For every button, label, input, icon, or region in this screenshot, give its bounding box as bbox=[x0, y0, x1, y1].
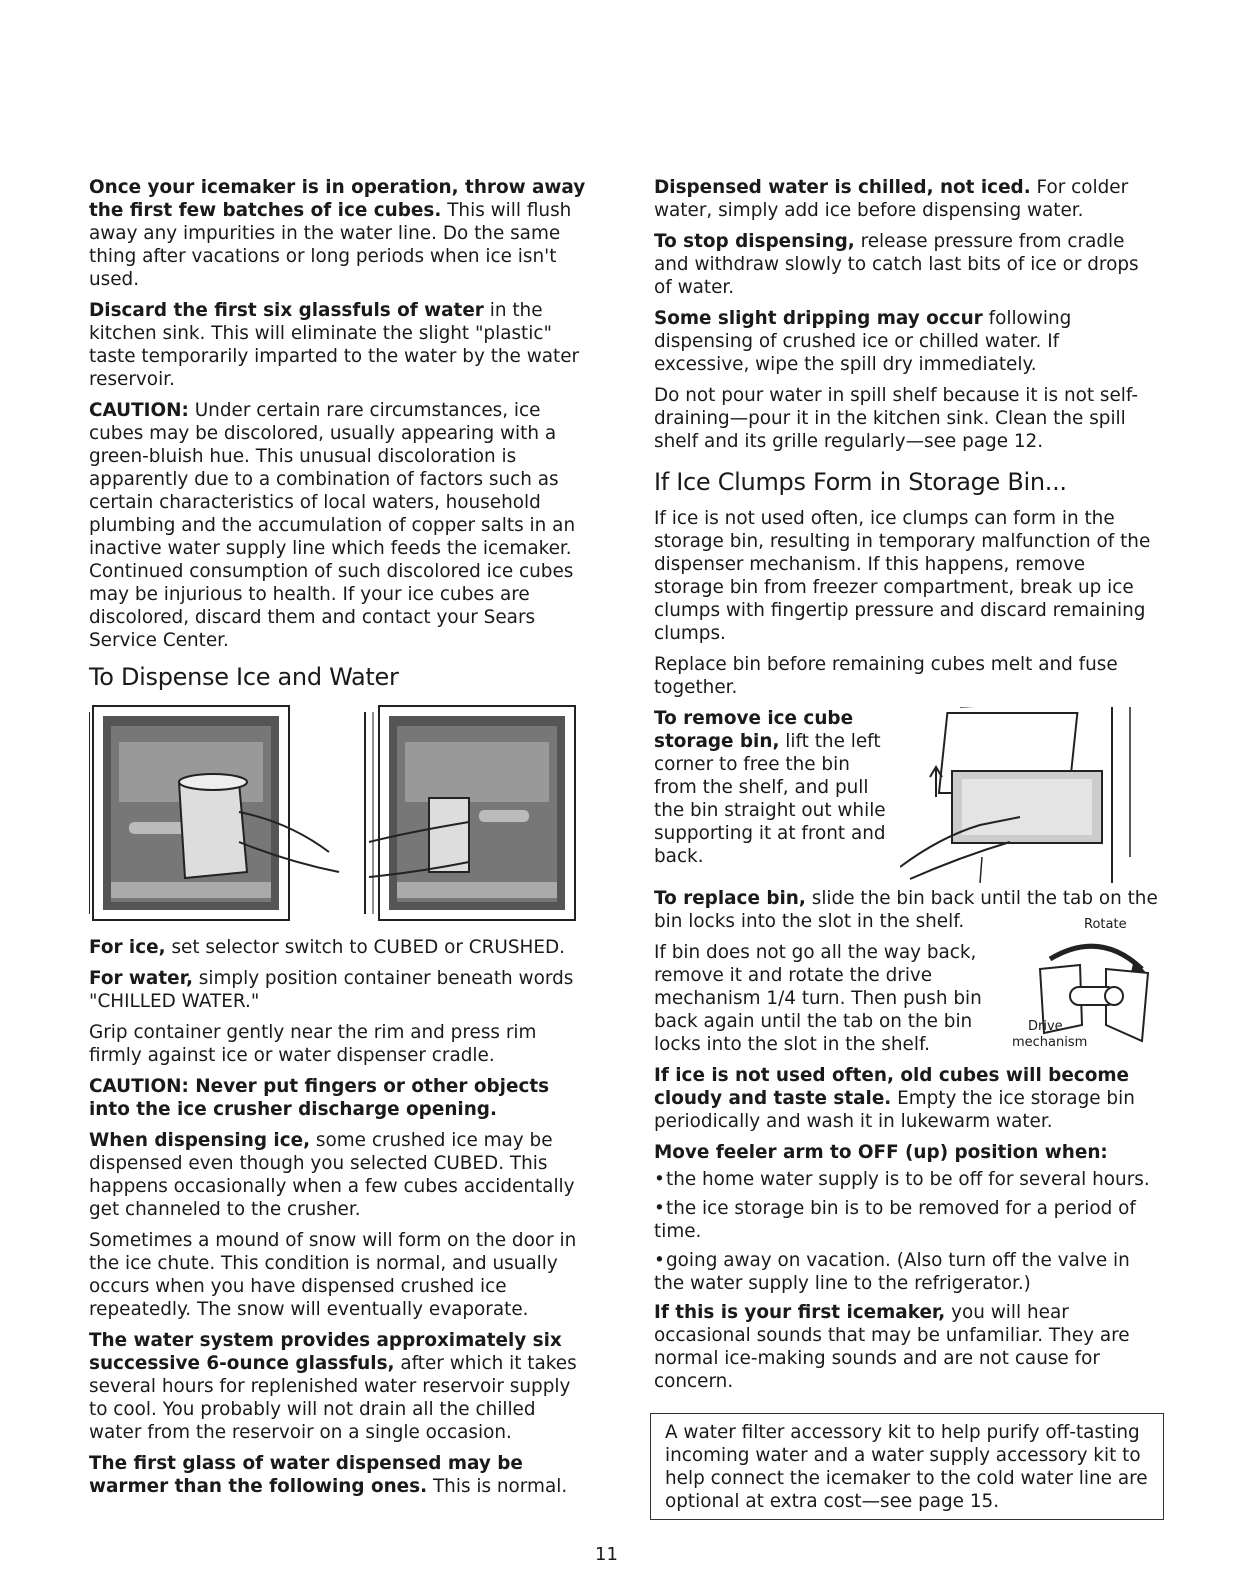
paragraph-for-water: For water, simply position container beneath words "CHILLED WATER." bbox=[89, 968, 574, 1012]
bullet-item: •going away on vacation. (Also turn off the valve in the water supply line to the refrigerator.) bbox=[654, 1250, 1130, 1294]
accessory-note-box bbox=[650, 1413, 1164, 1520]
paragraph-clumps: If ice is not used often, ice clumps can form in the storage bin, resulting in temporary malfunction of the dispenser mechanism. If this happens, remove storage bin from freezer compartment, break up ice clumps with fingertip pressure and discard remaining clumps. bbox=[654, 508, 1151, 644]
paragraph-discard-water: Discard the first six glassfuls of water in the kitchen sink. This will eliminate the slight "plastic" taste temporarily imparted to the water by the water reservoir. bbox=[89, 300, 580, 390]
paragraph-dispensing-ice: When dispensing ice, some crushed ice may be dispensed even though you selected CUBED. This happens occasionally when a few cubes accidentally get channeled to the crusher. bbox=[89, 1130, 575, 1220]
paragraph-snow: Sometimes a mound of snow will form on the door in the ice chute. This condition is normal, and usually occurs when you have dispensed crushed ice repeatedly. The snow will eventually evaporate. bbox=[89, 1230, 577, 1320]
mechanism-label: mechanism bbox=[1012, 1035, 1088, 1050]
heading-ice-clumps: If Ice Clumps Form in Storage Bin... bbox=[654, 468, 1067, 496]
left-column bbox=[89, 176, 589, 1506]
paragraph-feeler-arm: Move feeler arm to OFF (up) position when: bbox=[654, 1142, 1108, 1163]
paragraph-spill-shelf: Do not pour water in spill shelf because it is not self-draining—pour it in the kitchen sink. Clean the spill shelf and its grille regularly—see page 12. bbox=[654, 385, 1139, 452]
page-number: 11 bbox=[595, 1544, 618, 1565]
bullet-item: •the ice storage bin is to be removed for a period of time. bbox=[654, 1198, 1136, 1242]
paragraph-first-icemaker: If this is your first icemaker, you will hear occasional sounds that may be unfamiliar. They are normal ice-making sounds and are not cause for concern. bbox=[654, 1302, 1130, 1392]
paragraph-for-ice: For ice, set selector switch to CUBED or CRUSHED. bbox=[89, 937, 565, 958]
bin-removal-illustration bbox=[900, 707, 1160, 887]
paragraph-stop-dispensing: To stop dispensing, release pressure from cradle and withdraw slowly to catch last bits of ice or drops of water. bbox=[654, 231, 1139, 298]
paragraph-first-glass: The first glass of water dispensed may be warmer than the following ones. This is normal. bbox=[89, 1453, 568, 1497]
accessory-note-text: A water filter accessory kit to help purify off-tasting incoming water and a water supply accessory kit to help connect the icemaker to the cold water line are optional at extra cost—see page 15. bbox=[665, 1422, 1148, 1512]
bullet-item: •the home water supply is to be off for several hours. bbox=[654, 1169, 1150, 1190]
paragraph-rotate-drive: If bin does not go all the way back, remove it and rotate the drive mechanism 1/4 turn. Then push bin back again until the tab on the bin locks into the slot in the shelf. bbox=[654, 942, 982, 1055]
paragraph-caution-fingers: CAUTION: Never put fingers or other objects into the ice crusher discharge opening. bbox=[89, 1076, 550, 1120]
drive-mechanism-illustration bbox=[1010, 915, 1160, 1055]
heading-dispense: To Dispense Ice and Water bbox=[89, 663, 399, 691]
paragraph-flush-ice: Once your icemaker is in operation, throw away the first few batches of ice cubes. This will flush away any impurities in the water line. Do the same thing after vacations or long periods when ice isn't used. bbox=[89, 177, 586, 290]
dispenser-illustration bbox=[89, 702, 589, 924]
paragraph-caution-discolor: CAUTION: Under certain rare circumstances, ice cubes may be discolored, usually appearing with a green-bluish hue. This unusual discoloration is apparently due to a combination of factors such as certain characteristics of local waters, household plumbing and the accumulation of copper salts in an inactive water supply line which feeds the icemaker. Continued consumption of such discolored ice cubes may be injurious to health. If your ice cubes are discolored, discard them and contact your Sears Service Center. bbox=[89, 400, 576, 651]
paragraph-water-system: The water system provides approximately six successive 6-ounce glassfuls, after which it takes several hours for replenished water reservoir supply to cool. You probably will not drain all the chilled water from the reservoir on a single occasion. bbox=[89, 1330, 577, 1443]
paragraph-remove-bin: To remove ice cube storage bin, lift the left corner to free the bin from the shelf, and pull the bin straight out while supporting it at front and back. bbox=[654, 708, 886, 867]
paragraph-grip-container: Grip container gently near the rim and press rim firmly against ice or water dispenser cradle. bbox=[89, 1022, 537, 1066]
paragraph-cloudy-cubes: If ice is not used often, old cubes will become cloudy and taste stale. Empty the ice storage bin periodically and wash it in lukewarm water. bbox=[654, 1065, 1135, 1132]
drive-label: Drive bbox=[1028, 1019, 1063, 1034]
paragraph-replace-before-melt: Replace bin before remaining cubes melt and fuse together. bbox=[654, 654, 1118, 698]
right-column bbox=[654, 176, 1160, 1520]
paragraph-replace-bin: To replace bin, slide the bin back until the tab on the bin locks into the slot in the shelf. bbox=[654, 888, 1158, 932]
rotate-label: Rotate bbox=[1084, 917, 1127, 932]
paragraph-chilled-water: Dispensed water is chilled, not iced. For colder water, simply add ice before dispensing water. bbox=[654, 177, 1129, 221]
paragraph-dripping: Some slight dripping may occur following dispensing of crushed ice or chilled water. If excessive, wipe the spill dry immediately. bbox=[654, 308, 1072, 375]
